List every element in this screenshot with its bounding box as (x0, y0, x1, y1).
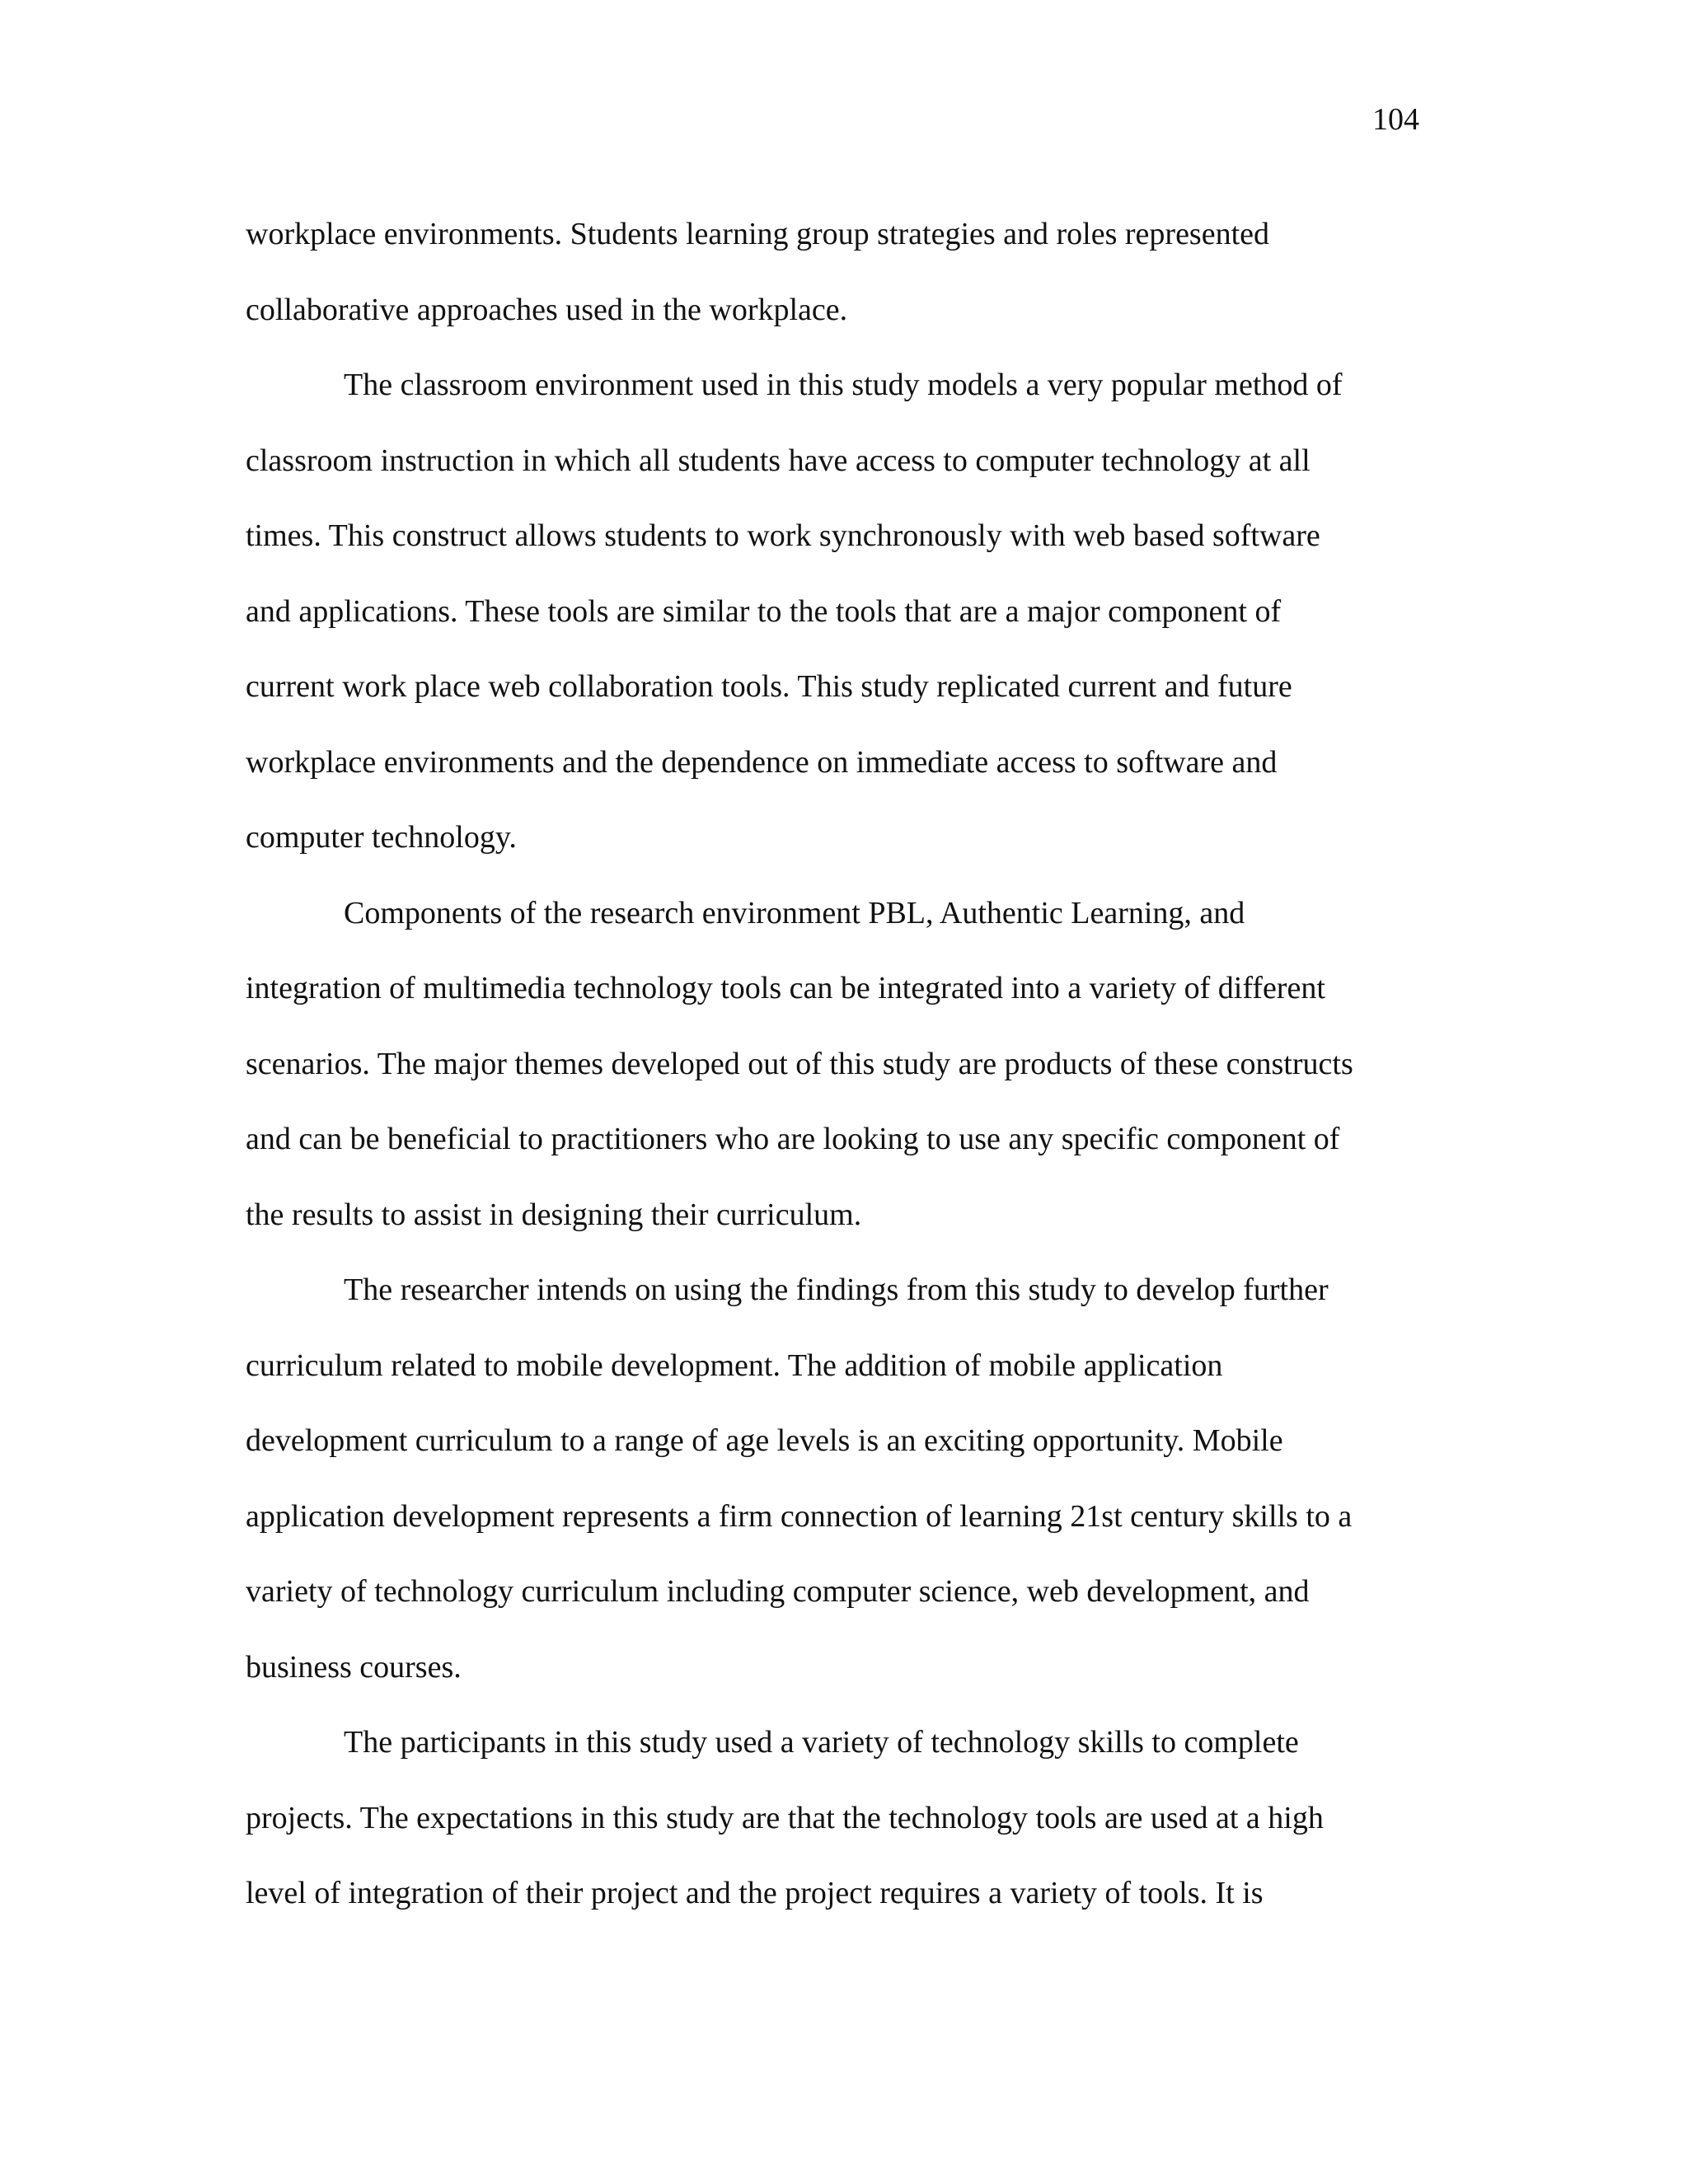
text-line: and can be beneficial to practitioners who are looking to use any specific component of (246, 1122, 1340, 1156)
paragraph-start-line: Components of the research environment PBL, Authentic Learning, and (344, 895, 1245, 930)
text-line: collaborative approaches used in the workplace. (246, 292, 848, 327)
text-line: workplace environments and the dependence on immediate access to software and (246, 744, 1278, 780)
text-line: workplace environments. Students learning group strategies and roles represented (246, 217, 1270, 251)
body-text (246, 197, 1457, 1932)
text-line: development curriculum to a range of age levels is an exciting opportunity. Mobile (246, 1423, 1283, 1458)
text-line: current work place web collaboration tools. This study replicated current and future (246, 669, 1292, 704)
text-line: computer technology. (246, 820, 517, 855)
text-line: application development represents a firm connection of learning 21st century skills to a (246, 1498, 1353, 1534)
text-line: variety of technology curriculum including computer science, web development, and (246, 1574, 1310, 1609)
page-number: 104 (1372, 102, 1419, 137)
text-line: classroom instruction in which all students have access to computer technology at all (246, 443, 1311, 478)
text-line: projects. The expectations in this study are that the technology tools are used at a high (246, 1800, 1324, 1835)
paragraph-start-line: The participants in this study used a variety of technology skills to complete (344, 1725, 1299, 1760)
text-line: the results to assist in designing their curriculum. (246, 1197, 862, 1232)
text-line: scenarios. The major themes developed out of this study are products of these constructs (246, 1046, 1353, 1081)
text-line: level of integration of their project and the project requires a variety of tools. It is (246, 1876, 1264, 1910)
paragraph-start-line: The classroom environment used in this study models a very popular method of (344, 368, 1343, 402)
text-line: curriculum related to mobile development. The addition of mobile application (246, 1347, 1223, 1383)
text-line: and applications. These tools are similar to the tools that are a major component of (246, 593, 1282, 629)
paragraph-start-line: The researcher intends on using the findings from this study to develop further (344, 1272, 1329, 1307)
text-line: times. This construct allows students to work synchronously with web based software (246, 518, 1320, 553)
text-line: business courses. (246, 1649, 462, 1685)
text-line: integration of multimedia technology tools can be integrated into a variety of different (246, 971, 1325, 1005)
